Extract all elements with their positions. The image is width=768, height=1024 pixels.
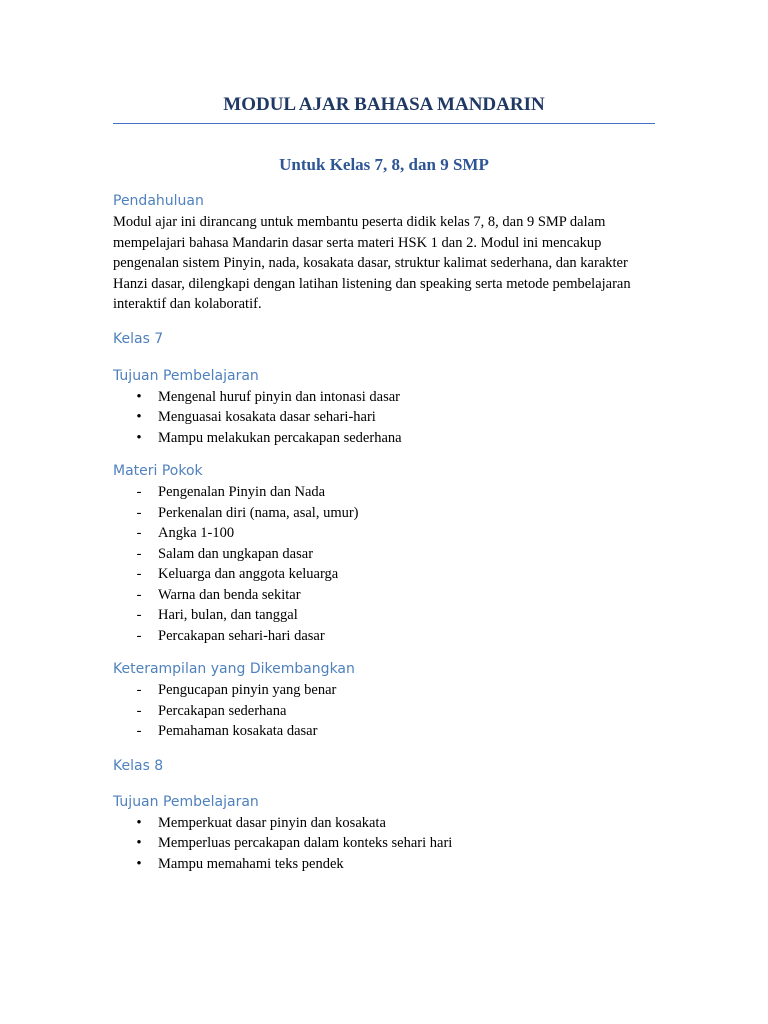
- dash-marker: -: [136, 484, 142, 500]
- list-item: [113, 564, 655, 585]
- dash-marker: -: [136, 545, 142, 562]
- dash-marker: -: [136, 627, 142, 644]
- dash-marker: -: [136, 566, 142, 582]
- list-item-text: Mampu melakukan percakapan sederhana: [158, 429, 402, 446]
- list-item: [113, 833, 655, 854]
- title-underline: [113, 123, 655, 124]
- tujuan-list-kelas-7: [113, 387, 655, 449]
- list-item-text: Menguasai kosakata dasar sehari-hari: [158, 409, 376, 425]
- heading-tujuan-pembelajaran-kelas-8: Tujuan Pembelajaran: [113, 793, 259, 810]
- list-item: [113, 626, 655, 647]
- list-item: [113, 813, 655, 834]
- document-subtitle: Untuk Kelas 7, 8, dan 9 SMP: [279, 155, 489, 174]
- list-item-text: Warna dan benda sekitar: [158, 586, 301, 603]
- dash-marker: -: [136, 723, 142, 739]
- dash-marker: -: [136, 525, 142, 541]
- bullet-marker: •: [136, 388, 142, 405]
- heading-kelas-7: Kelas 7: [113, 330, 164, 347]
- heading-pendahuluan: Pendahuluan: [113, 193, 204, 209]
- list-item-text: Pengenalan Pinyin dan Nada: [158, 484, 326, 500]
- materi-list-kelas-7: [113, 482, 655, 646]
- keterampilan-list-kelas-7: [113, 680, 655, 742]
- list-item-text: Hari, bulan, dan tanggal: [158, 607, 298, 623]
- list-item-text: Percakapan sederhana: [158, 702, 287, 719]
- bullet-marker: •: [136, 409, 142, 425]
- list-item-text: Mampu memahami teks pendek: [158, 855, 344, 872]
- list-item-text: Mengenal huruf pinyin dan intonasi dasar: [158, 388, 401, 405]
- list-item: [113, 523, 655, 544]
- list-item-text: Pemahaman kosakata dasar: [158, 723, 318, 739]
- bullet-marker: •: [136, 855, 142, 872]
- list-item: [113, 585, 655, 606]
- list-item: [113, 503, 655, 524]
- list-item-text: Pengucapan pinyin yang benar: [158, 682, 337, 698]
- bullet-marker: •: [136, 814, 142, 831]
- list-item: [113, 680, 655, 701]
- heading-tujuan-pembelajaran-kelas-7: Tujuan Pembelajaran: [113, 367, 259, 384]
- list-item: [113, 428, 655, 449]
- list-item: [113, 701, 655, 722]
- list-item-text: Percakapan sehari-hari dasar: [158, 627, 325, 644]
- dash-marker: -: [136, 504, 142, 521]
- intro-paragraph: Modul ajar ini dirancang untuk membantu peserta didik kelas 7, 8, dan 9 SMP dalam mempelajari bahasa Mandarin dasar serta materi HSK 1 dan 2. Modul ini mencakup pengenalan sistem Pinyin, nada, kosakata dasar, struktur kalimat sederhana, dan karakter Hanzi dasar, dilengkapi dengan latihan listening dan speaking serta metode pembelajaran interaktif dan kolaboratif.: [113, 214, 631, 312]
- dash-marker: -: [136, 702, 142, 719]
- bullet-marker: •: [136, 835, 142, 851]
- list-item-text: Keluarga dan anggota keluarga: [158, 566, 339, 582]
- heading-materi-pokok: Materi Pokok: [113, 463, 203, 479]
- document-title: MODUL AJAR BAHASA MANDARIN: [223, 94, 545, 115]
- bullet-marker: •: [136, 429, 142, 446]
- heading-keterampilan: Keterampilan yang Dikembangkan: [113, 661, 355, 677]
- list-item: [113, 407, 655, 428]
- list-item-text: Memperkuat dasar pinyin dan kosakata: [158, 814, 386, 831]
- list-item: [113, 482, 655, 503]
- list-item: [113, 721, 655, 742]
- list-item: [113, 387, 655, 408]
- list-item-text: Salam dan ungkapan dasar: [158, 545, 314, 562]
- list-item: [113, 605, 655, 626]
- dash-marker: -: [136, 682, 142, 698]
- list-item-text: Perkenalan diri (nama, asal, umur): [158, 504, 359, 521]
- dash-marker: -: [136, 607, 142, 623]
- list-item-text: Memperluas percakapan dalam konteks sehari hari: [158, 835, 453, 851]
- list-item: [113, 854, 655, 875]
- list-item: [113, 544, 655, 565]
- list-item-text: Angka 1-100: [158, 525, 235, 541]
- tujuan-list-kelas-8: [113, 813, 655, 875]
- dash-marker: -: [136, 586, 142, 603]
- document-page: [113, 0, 655, 874]
- heading-kelas-8: Kelas 8: [113, 757, 164, 774]
